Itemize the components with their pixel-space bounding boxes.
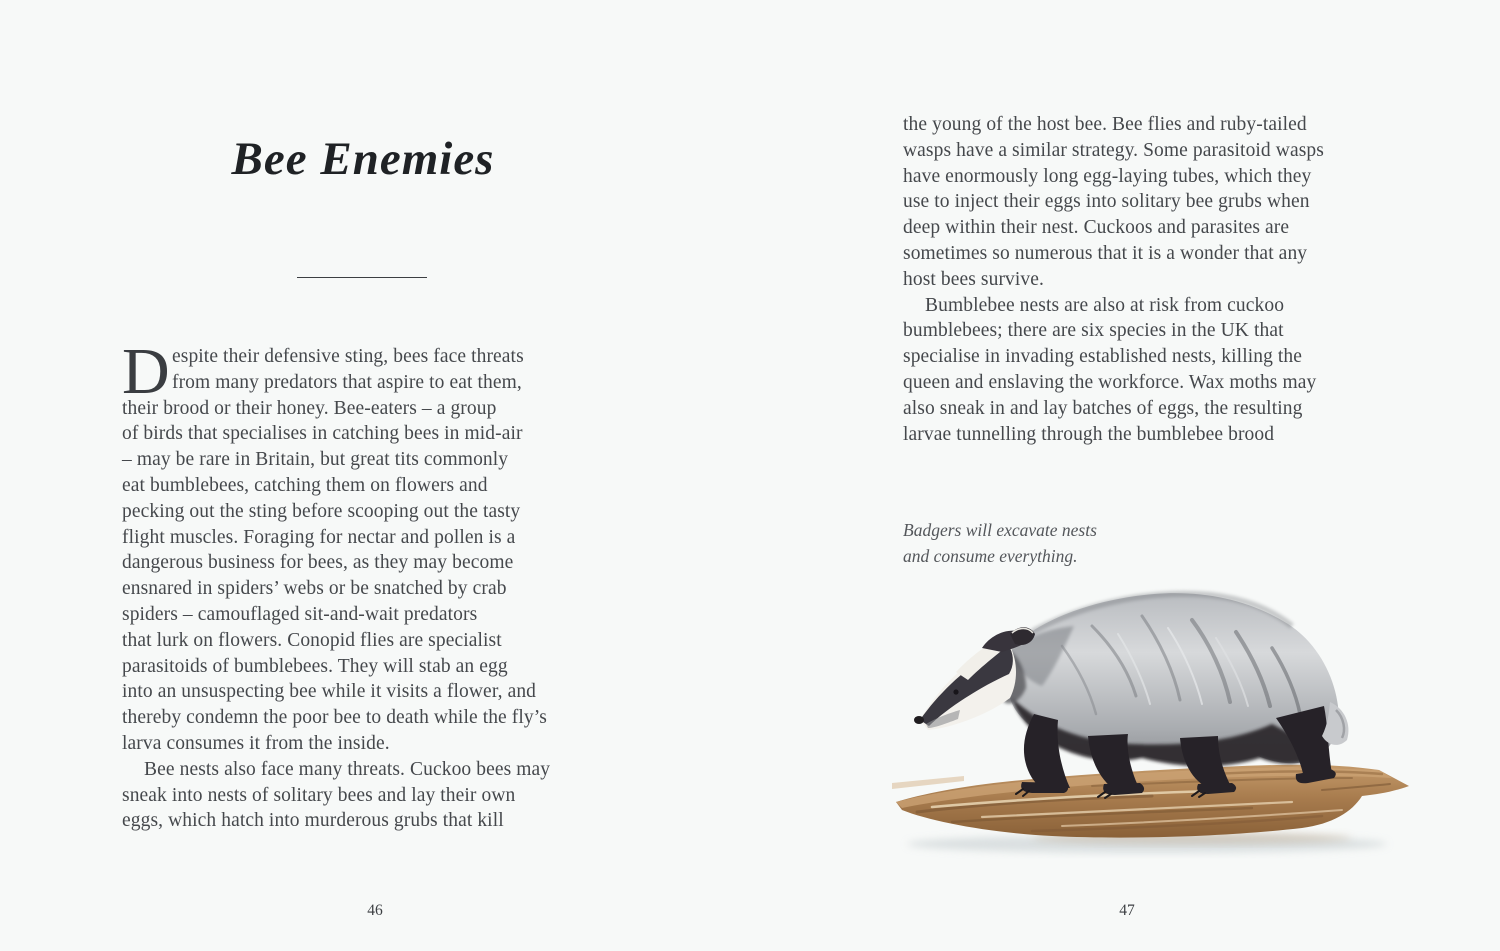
drop-cap: D: [122, 335, 170, 408]
right-page-body: [903, 112, 1413, 447]
text-line: Bee nests also face many threats. Cuckoo bees may: [144, 758, 551, 780]
text-line: specialise in invading established nests, killing the: [903, 346, 1303, 368]
text-line: dangerous business for bees, as they may become: [122, 552, 514, 574]
text-line: spiders – camouflaged sit-and-wait predators: [122, 603, 478, 625]
badger-illustration: [892, 586, 1444, 864]
left-paragraph-2: [122, 757, 632, 834]
text-line: use to inject their eggs into solitary bee grubs when: [903, 191, 1310, 213]
text-line: flight muscles. Foraging for nectar and pollen is a: [122, 526, 516, 548]
left-page-body: [122, 335, 632, 834]
text-line: into an unsuspecting bee while it visits a flower, and: [122, 681, 537, 703]
text-line: thereby condemn the poor bee to death while the fly’s: [122, 707, 547, 729]
text-line: and consume everything.: [903, 546, 1078, 566]
text-line: eggs, which hatch into murderous grubs that kill: [122, 810, 504, 832]
text-line: ensnared in spiders’ webs or be snatched by crab: [122, 578, 507, 600]
illustration-caption: [903, 517, 1097, 569]
text-line: Bumblebee nests are also at risk from cuckoo: [925, 294, 1285, 316]
page-number-right: 47: [1119, 902, 1135, 919]
section-divider: [297, 277, 427, 278]
right-paragraph-2: [903, 293, 1413, 448]
text-line: deep within their nest. Cuckoos and parasites are: [903, 217, 1290, 239]
text-line: pecking out the sting before scooping out the tasty: [122, 500, 521, 522]
text-line: sneak into nests of solitary bees and lay their own: [122, 784, 516, 806]
text-line: also sneak in and lay batches of eggs, the resulting: [903, 397, 1303, 419]
text-line: of birds that specialises in catching bees in mid-air: [122, 423, 523, 445]
text-line: bumblebees; there are six species in the UK that: [903, 320, 1284, 342]
text-line: parasitoids of bumblebees. They will stab an egg: [122, 655, 508, 677]
text-line: larva consumes it from the inside.: [122, 732, 390, 754]
text-line: wasps have a similar strategy. Some parasitoid wasps: [903, 139, 1324, 161]
chapter-title: Bee Enemies: [231, 133, 495, 186]
text-line: host bees survive.: [903, 268, 1044, 290]
text-line: Badgers will excavate nests: [903, 520, 1097, 540]
text-line: sometimes so numerous that it is a wonder that any: [903, 242, 1308, 264]
text-line: from many predators that aspire to eat them,: [172, 371, 522, 393]
text-line: that lurk on flowers. Conopid flies are specialist: [122, 629, 502, 651]
text-line: – may be rare in Britain, but great tits commonly: [122, 449, 509, 471]
text-line: eat bumblebees, catching them on flowers and: [122, 474, 488, 496]
text-line: the young of the host bee. Bee flies and ruby-tailed: [903, 114, 1307, 135]
right-paragraph-1: [903, 112, 1413, 293]
text-line: their brood or their honey. Bee-eaters – a group: [122, 397, 497, 419]
page-number-left: 46: [367, 902, 383, 919]
text-line: have enormously long egg-laying tubes, which they: [903, 165, 1312, 187]
text-line: espite their defensive sting, bees face threats: [172, 346, 524, 367]
left-paragraph-1: [122, 335, 632, 757]
text-line: larvae tunnelling through the bumblebee brood: [903, 423, 1275, 445]
text-line: queen and enslaving the workforce. Wax moths may: [903, 371, 1317, 393]
